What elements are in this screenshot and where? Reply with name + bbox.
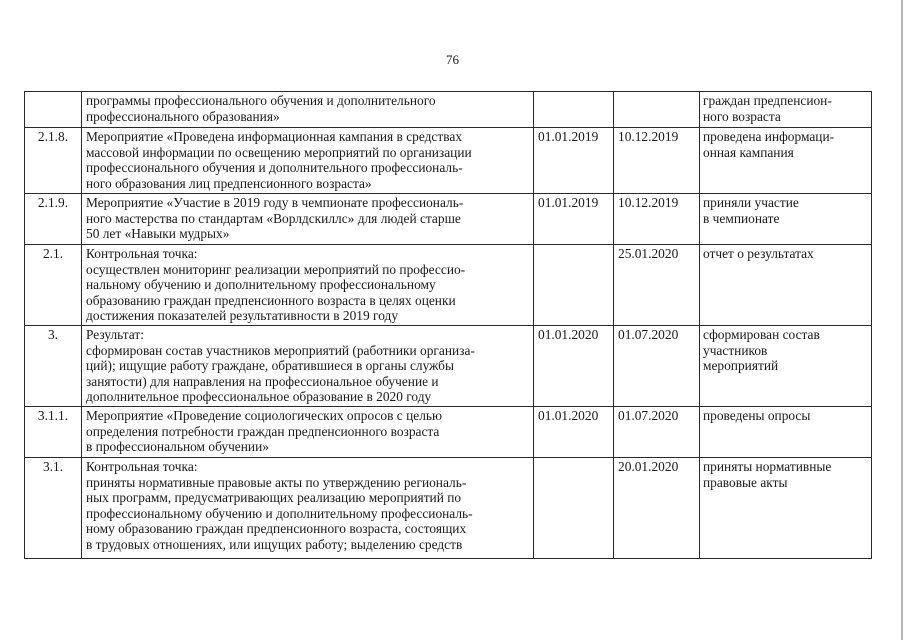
result-text-line: в чемпионате — [703, 210, 780, 226]
row-number-cell — [25, 194, 82, 245]
result-text-line: приняты нормативные — [703, 459, 832, 474]
activity-cell — [82, 128, 534, 194]
result-text-line: сформирован состав — [703, 327, 820, 342]
result-text-line: проведены опросы — [703, 408, 811, 423]
end-date: 25.01.2020 — [618, 246, 679, 261]
row-number-cell — [25, 407, 82, 458]
result-cell — [700, 407, 872, 458]
result-cell — [700, 245, 872, 326]
activity-text-line: Мероприятие «Проведена информационная кампания в средствах — [86, 129, 463, 144]
activity-text-line: массовой информации по освещению мероприятий по организации — [86, 144, 472, 160]
plan-table — [24, 91, 872, 559]
activity-cell — [82, 92, 534, 128]
result-text-line: проведена информаци- — [703, 129, 835, 144]
row-number-cell — [25, 326, 82, 407]
result-cell — [700, 458, 872, 559]
plan-table-body — [25, 92, 872, 559]
end-date-cell — [614, 458, 700, 559]
table-row — [25, 245, 872, 326]
row-number: 3. — [47, 327, 59, 342]
end-date: 20.01.2020 — [618, 459, 679, 474]
row-number: 2.1. — [42, 246, 64, 261]
activity-text-line: Контрольная точка: — [86, 459, 198, 474]
end-date: 01.07.2020 — [618, 408, 679, 423]
row-number: 2.1.9. — [37, 195, 69, 210]
activity-text-line: Контрольная точка: — [86, 246, 198, 261]
activity-text-line: достижения показателей результативности в 2019 году — [86, 308, 399, 324]
row-number-cell — [25, 128, 82, 194]
table-row — [25, 326, 872, 407]
activity-text-line: нальному обучению и дополнительному профессиональному — [86, 277, 436, 293]
start-date-cell — [534, 128, 614, 194]
result-text-line: мероприятий — [703, 358, 779, 374]
activity-text-line: осуществлен мониторинг реализации мероприятий по профессио- — [86, 261, 466, 277]
row-number-cell — [25, 458, 82, 559]
activity-text-line: определения потребности граждан предпенсионного возраста — [86, 423, 440, 439]
start-date-cell — [534, 92, 614, 128]
activity-text-line: ного образования лиц предпенсионного возраста» — [86, 175, 372, 191]
result-text-line: правовые акты — [703, 474, 788, 490]
activity-text-line: ному образованию граждан предпенсионного возраста, состоящих — [86, 521, 467, 537]
end-date-cell — [614, 407, 700, 458]
result-text-line: участников — [703, 342, 768, 358]
row-number: 3.1. — [42, 459, 64, 474]
activity-text-line: ного мастерства по стандартам «Ворлдскиллс» для людей старше — [86, 210, 461, 226]
activity-text-line: ций); ищущие работу граждане, обратившиеся в органы службы — [86, 358, 454, 374]
table-row — [25, 128, 872, 194]
end-date-cell — [614, 92, 700, 128]
row-number: 3.1.1. — [37, 408, 69, 423]
activity-text-line: Результат: — [86, 327, 144, 342]
activity-cell — [82, 407, 534, 458]
result-cell — [700, 128, 872, 194]
table-row — [25, 458, 872, 559]
start-date-cell — [534, 326, 614, 407]
start-date: 01.01.2020 — [538, 408, 599, 423]
result-cell — [700, 92, 872, 128]
activity-text-line: образованию граждан предпенсионного возраста в целях оценки — [86, 292, 456, 308]
page-number: 76 — [446, 52, 459, 67]
activity-text-line: ных программ, предусматривающих реализацию мероприятий по — [86, 490, 462, 506]
row-number-cell — [25, 245, 82, 326]
activity-text-line: программы профессионального обучения и дополнительного — [86, 93, 436, 108]
activity-text-line: Мероприятие «Участие в 2019 году в чемпионате профессиональ- — [86, 195, 464, 210]
start-date: 01.01.2020 — [538, 327, 599, 342]
end-date-cell — [614, 245, 700, 326]
activity-text-line: занятости) для направления на профессиональное обучение и — [86, 373, 439, 389]
page-edge-shadow — [901, 0, 903, 640]
activity-text-line: сформирован состав участников мероприятий (работники организа- — [86, 342, 475, 358]
activity-text-line: в трудовых отношениях, или ищущих работу; выделению средств — [86, 536, 463, 552]
row-number: 2.1.8. — [37, 129, 69, 144]
result-text-line: приняли участие — [703, 195, 799, 210]
activity-text-line: 50 лет «Навыки мудрых» — [86, 226, 230, 242]
activity-text-line: Мероприятие «Проведение социологических опросов с целью — [86, 408, 442, 423]
start-date-cell — [534, 194, 614, 245]
activity-cell — [82, 326, 534, 407]
start-date-cell — [534, 245, 614, 326]
result-cell — [700, 194, 872, 245]
end-date: 10.12.2019 — [618, 195, 679, 210]
result-text-line: онная кампания — [703, 144, 794, 160]
activity-cell — [82, 194, 534, 245]
end-date-cell — [614, 194, 700, 245]
table-row — [25, 194, 872, 245]
result-text-line: граждан предпенсион- — [703, 93, 832, 108]
end-date: 10.12.2019 — [618, 129, 679, 144]
activity-text-line: профессионального обучения и дополнительного профессиональ- — [86, 160, 463, 176]
activity-text-line: приняты нормативные правовые акты по утверждению региональ- — [86, 474, 467, 490]
activity-cell — [82, 458, 534, 559]
activity-cell — [82, 245, 534, 326]
start-date: 01.01.2019 — [538, 129, 599, 144]
start-date: 01.01.2019 — [538, 195, 599, 210]
start-date-cell — [534, 458, 614, 559]
row-number-cell — [25, 92, 82, 128]
start-date-cell — [534, 407, 614, 458]
table-row — [25, 92, 872, 128]
result-text-line: ного возраста — [703, 108, 781, 124]
end-date: 01.07.2020 — [618, 327, 679, 342]
table-row — [25, 407, 872, 458]
activity-text-line: профессиональному обучению и дополнительному профессиональ- — [86, 505, 473, 521]
activity-text-line: дополнительное профессиональное образование в 2020 году — [86, 389, 432, 405]
result-cell — [700, 326, 872, 407]
activity-text-line: профессионального образования» — [86, 108, 280, 124]
end-date-cell — [614, 128, 700, 194]
end-date-cell — [614, 326, 700, 407]
activity-text-line: в профессиональном обучении» — [86, 439, 269, 455]
result-text-line: отчет о результатах — [703, 246, 814, 261]
